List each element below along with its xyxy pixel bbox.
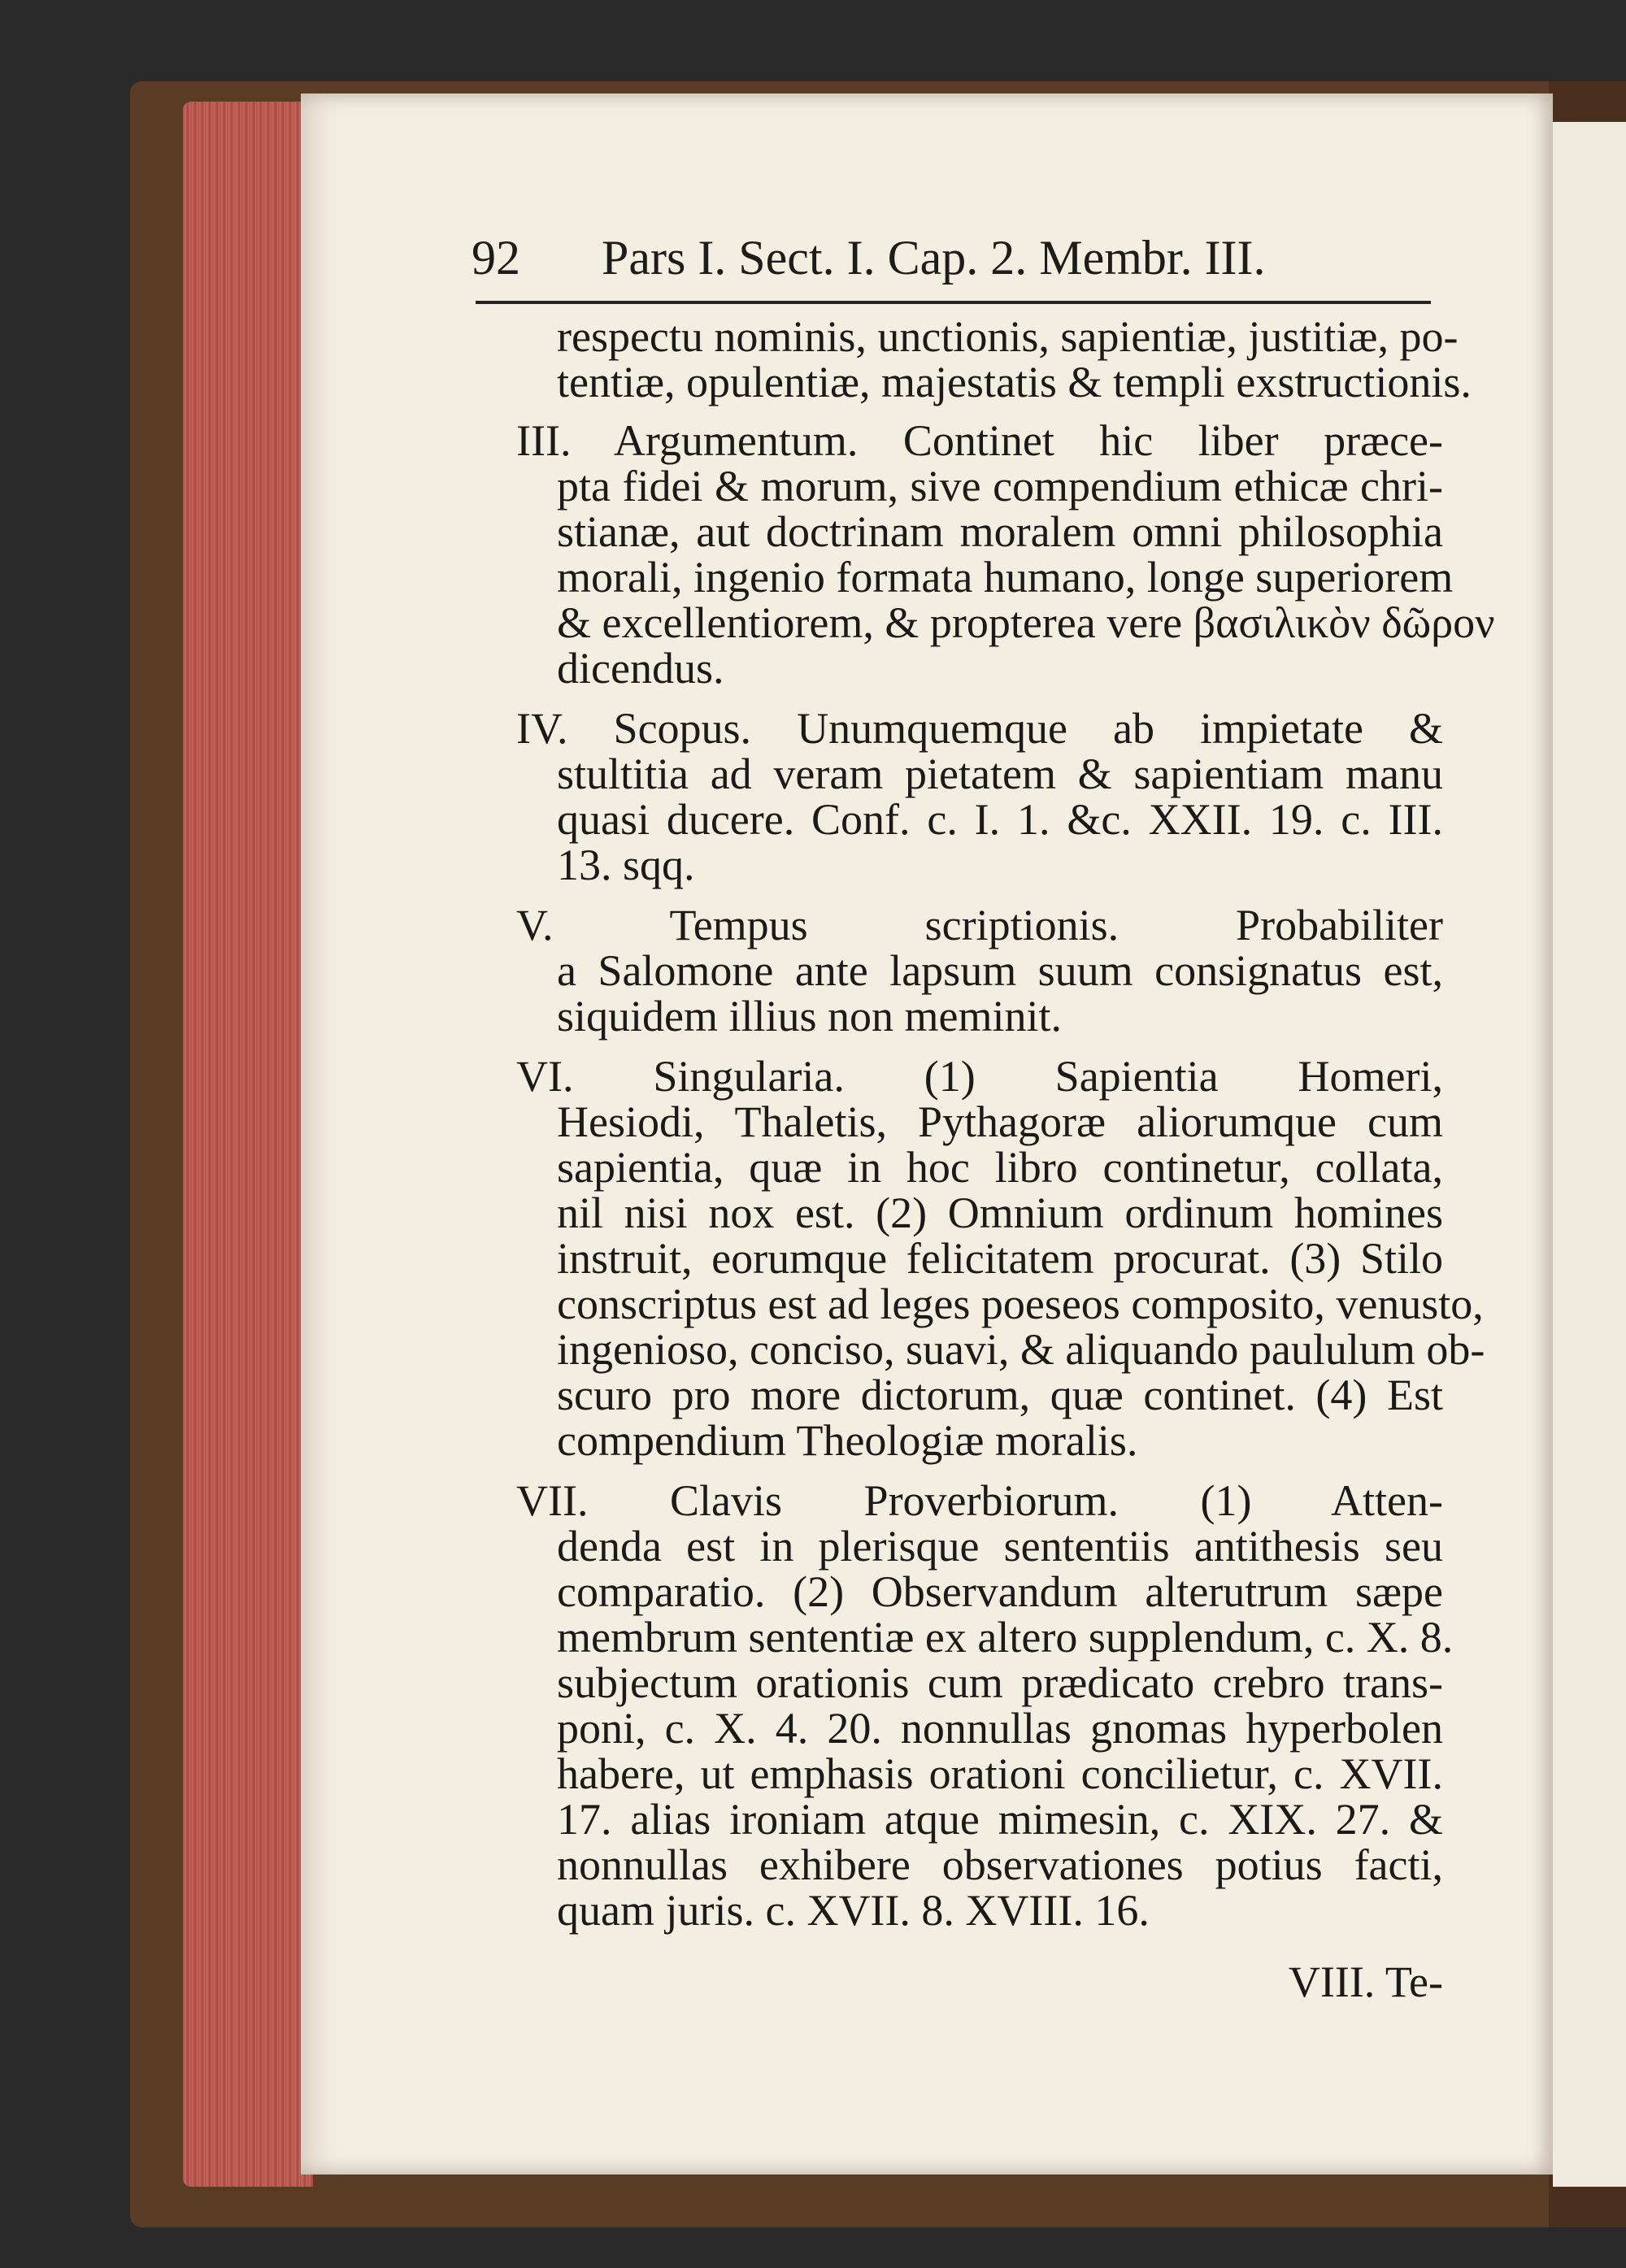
- running-title: Pars I. Sect. I. Cap. 2. Membr. III.: [602, 231, 1266, 285]
- section-heading-line: VII. Clavis Proverbiorum. (1) Atten-: [516, 1476, 1443, 1525]
- text-line: sapientia, quæ in hoc libro continetur, collata,: [557, 1143, 1443, 1192]
- text-line: poni, c. X. 4. 20. nonnullas gnomas hyperbolen: [557, 1704, 1443, 1753]
- text-line: respectu nominis, unctionis, sapientiæ, justitiæ, po-: [557, 312, 1459, 361]
- text-line: subjectum orationis cum prædicato crebro trans-: [557, 1658, 1443, 1707]
- text-line: scuro pro more dictorum, quæ continet. (4) Est: [557, 1371, 1443, 1419]
- text-line: stultitia ad veram pietatem & sapientiam manu: [557, 749, 1443, 798]
- running-head: [472, 229, 1415, 286]
- page-edges: [183, 102, 313, 2187]
- text-line: pta fidei & morum, sive compendium ethicæ chri-: [557, 462, 1443, 511]
- header-rule: [476, 301, 1431, 304]
- text-line: morali, ingenio formata humano, longe superiorem: [557, 553, 1454, 602]
- section-heading-line: IV. Scopus. Unumquemque ab impietate &: [516, 704, 1443, 753]
- text-line: Hesiodi, Thaletis, Pythagoræ aliorumque cum: [557, 1097, 1443, 1146]
- text-line: ingenioso, conciso, suavi, & aliquando paululum ob-: [557, 1325, 1485, 1374]
- text-line: dicendus.: [557, 644, 724, 693]
- text-line: instruit, eorumque felicitatem procurat. (3) Stilo: [557, 1234, 1443, 1283]
- text-line: nonnullas exhibere observationes potius facti,: [557, 1840, 1443, 1889]
- section-heading-line: III. Argumentum. Continet hic liber præce-: [516, 416, 1443, 465]
- text-line: nil nisi nox est. (2) Omnium ordinum homines: [557, 1188, 1443, 1237]
- text-line: quam juris. c. XVII. 8. XVIII. 16.: [557, 1886, 1150, 1935]
- text-line: stianæ, aut doctrinam moralem omni philosophia: [557, 507, 1443, 556]
- text-line: & excellentiorem, & propterea vere βασιλικὸν δῶρον: [557, 598, 1495, 647]
- facing-page-edge: [1553, 122, 1626, 2187]
- text-line: quasi ducere. Conf. c. I. 1. &c. XXII. 19. c. III.: [557, 795, 1443, 844]
- page-number: 92: [472, 231, 520, 285]
- text-line: compendium Theologiæ moralis.: [557, 1416, 1138, 1465]
- text-line: denda est in plerisque sententiis antithesis seu: [557, 1522, 1443, 1571]
- text-line: tentiæ, opulentiæ, majestatis & templi exstructionis.: [557, 358, 1472, 406]
- section-heading-line: V. Tempus scriptionis. Probabiliter: [516, 901, 1443, 949]
- catchword: VIII. Te-: [1288, 1957, 1443, 2006]
- text-line: a Salomone ante lapsum suum consignatus est,: [557, 946, 1443, 995]
- text-line: siquidem illius non meminit.: [557, 992, 1062, 1041]
- text-line: conscriptus est ad leges poeseos composito, venusto,: [557, 1280, 1484, 1328]
- text-line: 13. sqq.: [557, 841, 695, 889]
- text-line: habere, ut emphasis orationi concilietur, c. XVII.: [557, 1749, 1443, 1798]
- text-line: comparatio. (2) Observandum alterutrum sæpe: [557, 1567, 1443, 1616]
- section-heading-line: VI. Singularia. (1) Sapientia Homeri,: [516, 1052, 1443, 1101]
- text-line: membrum sententiæ ex altero supplendum, c. X. 8.: [557, 1613, 1454, 1662]
- text-line: 17. alias ironiam atque mimesin, c. XIX. 27. &: [557, 1795, 1443, 1844]
